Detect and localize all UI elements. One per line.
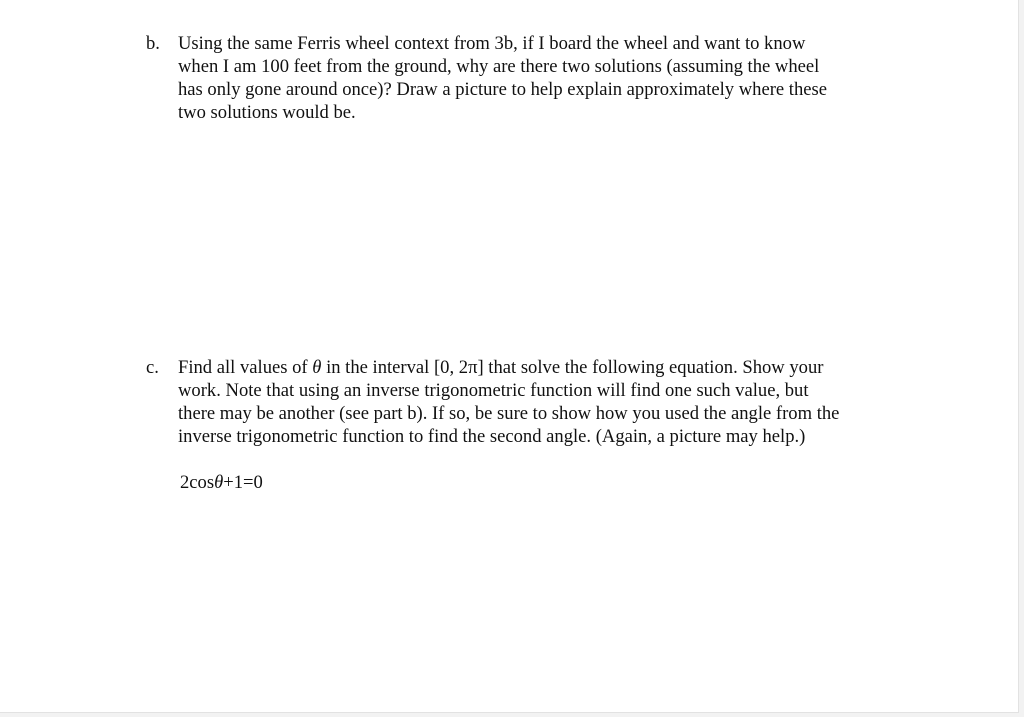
part-b-marker: b. [146,33,160,54]
part-c-line: there may be another (see part b). If so, be sure to show how you used the angle from the [178,403,840,424]
part-b-text [178,32,908,124]
part-b-line: has only gone around once)? Draw a picture to help explain approximately where these [178,79,827,100]
part-b-line: two solutions would be. [178,102,356,123]
theta-symbol: θ [312,357,322,378]
equation-theta: θ [214,472,224,493]
part-b-line: when I am 100 feet from the ground, why are there two solutions (assuming the wheel [178,56,820,77]
equation [180,471,263,494]
part-c-line: work. Note that using an inverse trigonometric function will find one such value, but [178,380,809,401]
part-c-marker: c. [146,357,159,378]
equation-lhs-start: 2cos [180,472,215,493]
equation-rest: +1=0 [223,472,263,493]
part-c-line1-end: in the interval [0, 2π] that solve the following equation. Show your [321,357,824,378]
part-c-text [178,356,908,448]
part-c-line: inverse trigonometric function to find the second angle. (Again, a picture may help.) [178,426,806,447]
part-b-line: Using the same Ferris wheel context from 3b, if I board the wheel and want to know [178,33,806,54]
part-c-line [178,356,908,379]
part-c-line1-start: Find all values of [178,357,313,378]
